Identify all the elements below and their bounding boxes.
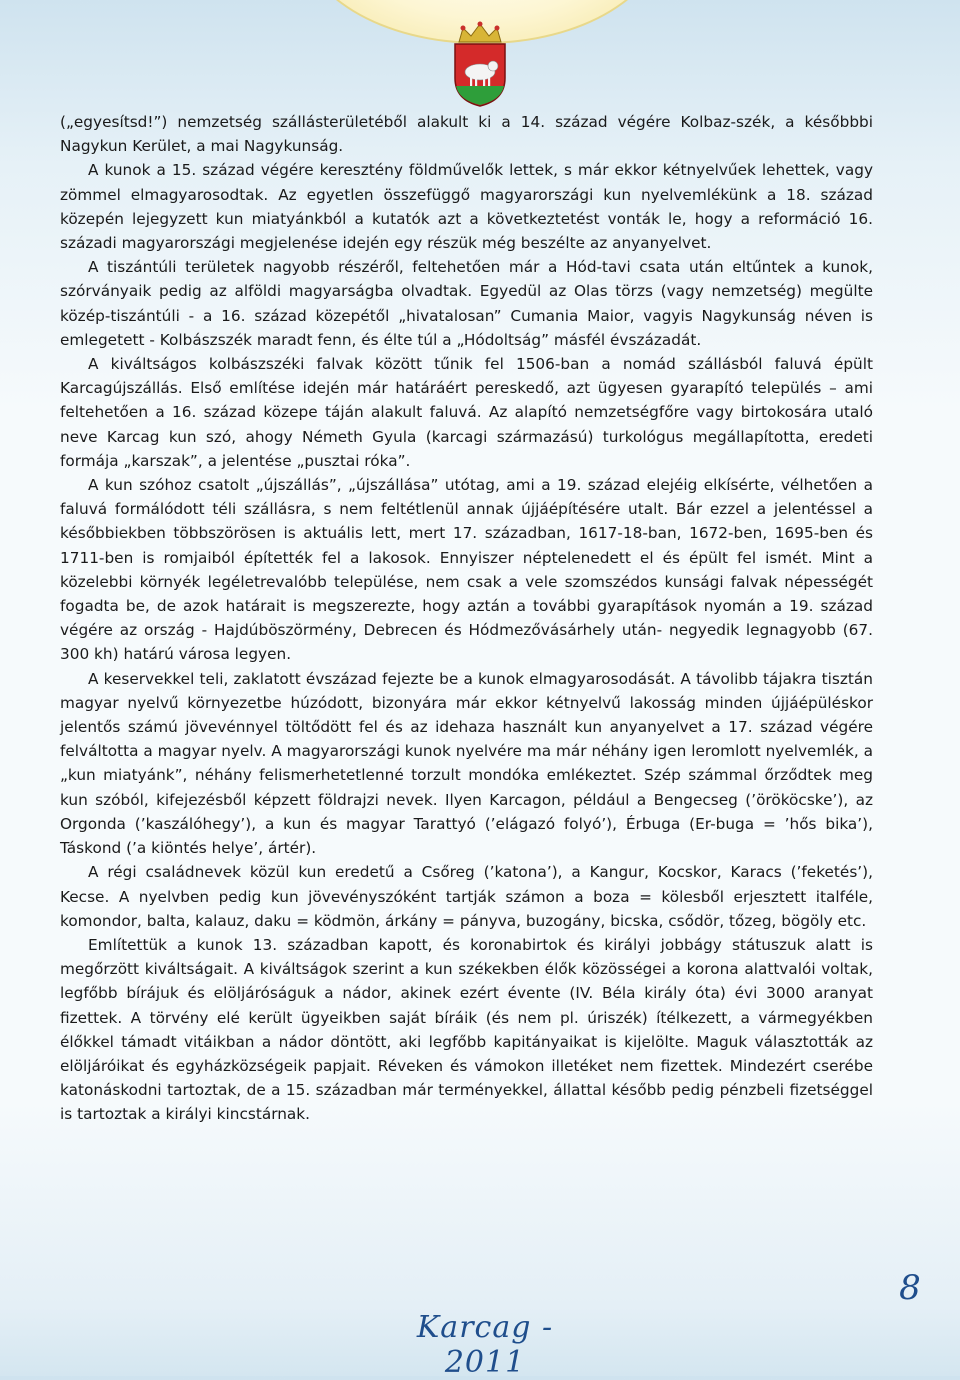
paragraph: Említettük a kunok 13. században kapott, és koronabirtok és királyi jobbágy státuszuk alatt is megőrzött kiváltságait. A kiváltságok szerint a kun székekben élők közösségei a korona alattvalói voltak, legfőbb bírájuk és elöljáróságuk a nádor, akinek ezért évente (IV. Béla király óta) évi 3000 aranyat fizettek. A törvény elé került ügyeikben saját bíráik (és nem pl. úriszék) ítélkezett, a vármegyékben élőkkel támadt vitáikban a nádor döntött, aki legfőbb kapitányaikat is kijelölte. Maguk választották az elöljáróikat és egyházközségeik papjait. Réveken és vámokon illetéket nem fizettek. Mindezért cserébe katonáskodni tartoztak, de a 15. században már terményekkel, állattal később pedig pénzbeli fizetséggel is tartoztak a királyi kincstárnak. <box>60 935 873 1124</box>
page-number: 8 <box>899 1268 921 1308</box>
article-body <box>60 110 873 1127</box>
paragraph: A tiszántúli területek nagyobb részéről, feltehetően már a Hód-tavi csata után eltűntek a kunok, szórványaik pedig az alföldi magyarságba olvadtak. Egyedül az Olas törzs (vagy nemzetség) megülte közép-tiszántúli - a 16. század közepétől „hivatalosan” Cumania Maior, vagyis Nagykunság néven is emlegetett - Kolbászszék maradt fenn, és élte túl a „Hódoltság” másfél évszázadát. <box>60 258 873 349</box>
paragraph: („egyesítsd!”) nemzetség szállásterületéből alakult ki a 14. század végére Kolbaz-szék, a későbbbi Nagykun Kerület, a mai Nagykunság. <box>60 113 873 156</box>
paragraph: A kun szóhoz csatolt „újszállás”, „újszállása” utótag, ami a 19. század elejéig elkísérte, vélhetően a faluvá formálódott téli szállásra, s nem feltétlenül annak újjáépítésére utalt. Bár ezzel a jelentéssel a későbbiekben többszörösen is aktuális lett, mert 17. században, 1617-18-ban, 1672-ben, 1695-ben és 1711-ben is romjaiból építették fel a lakosok. Ennyiszer néptelenedett el és épült fel ismét. Mint a közelebbi környék legéletrevalóbb települése, nem csak a vele szomszédos kunsági falvak népességét fogadta be, de azok határait is megszerezte, hogy aztán a további gyarapítások nyomán a 19. század végére az ország - Hajdúböszörmény, Debrecen és Hódmezővásárhely után- negyedik legnagyobb (67. 300 kh) határú városa legyen. <box>60 476 873 664</box>
footer-title: Karcag - 2011 <box>416 1310 554 1380</box>
paragraph: A régi családnevek közül kun eredetű a Csőreg (’katona’), a Kangur, Kocskor, Karacs (’feketés’), Kecse. A nyelvben pedig kun jövevényszóként tartják számon a boza = kölesből erjesztett italféle, komondor, balta, kalauz, daku = ködmön, árkány = pányva, buzogány, bicska, csődör, tőzeg, bögöly etc. <box>60 863 873 930</box>
paragraph: A kunok a 15. század végére keresztény földművelők lettek, s már ekkor kétnyelvűek lehettek, vagy zömmel elmagyarosodtak. Az egyetlen összefüggő magyarországi kun nyelvemlékünk a 18. század közepén lejegyzett kun miatyánkból a kutatók azt a következtetést vonták le, hogy a reformáció 16. századi magyarországi megjelenése idején egy részük még beszélte az anyanyelvet. <box>60 161 873 253</box>
coat-of-arms-icon <box>437 20 523 108</box>
paragraph: A kiváltságos kolbászszéki falvak között tűnik fel 1506-ban a nomád szállásból faluvá épült Karcagújszállás. Első említése idején már határáért pereskedő, azt ügyesen gyarapító település – ami feltehetően a 16. század közepe táján alakult faluvá. Az alapító nemzetségfőre vagy birtokosára utaló neve Karcag kun szó, ahogy Németh Gyula (karcagi származású) turkológus megállapította, eredeti formája „karszak”, a jelentése „pusztai róka”. <box>60 355 873 470</box>
paragraph: A keservekkel teli, zaklatott évszázad fejezte be a kunok elmagyarosodását. A távolibb tájakra tisztán magyar nyelvű környezetbe húzódott, bizonyára már ekkor kétnyelvű lakosság minden újjáépüléskor jelentős számú jövevénnyel töltődött fel és az idehaza használt kun anyanyelvet a 17. század végére felváltotta a magyar nyelv. A magyarországi kunok nyelvére ma már néhány igen leromlott nyelvemlék, a „kun miatyánk”, néhány felismerhetetlenné torzult mondóka emlékeztet. Szép számmal őrződtek meg kun szóból, kifejezésből képzett földrajzi nevek. Ilyen Karcagon, például a Bengecseg (’örököcske’), az Orgonda (’kaszálóhegy’), a kun és magyar Tarattyó (’elágazó folyó’), Érbuga (Er-buga = ’hős bika’), Táskond (’a kiöntés helye’, ártér). <box>60 669 873 858</box>
